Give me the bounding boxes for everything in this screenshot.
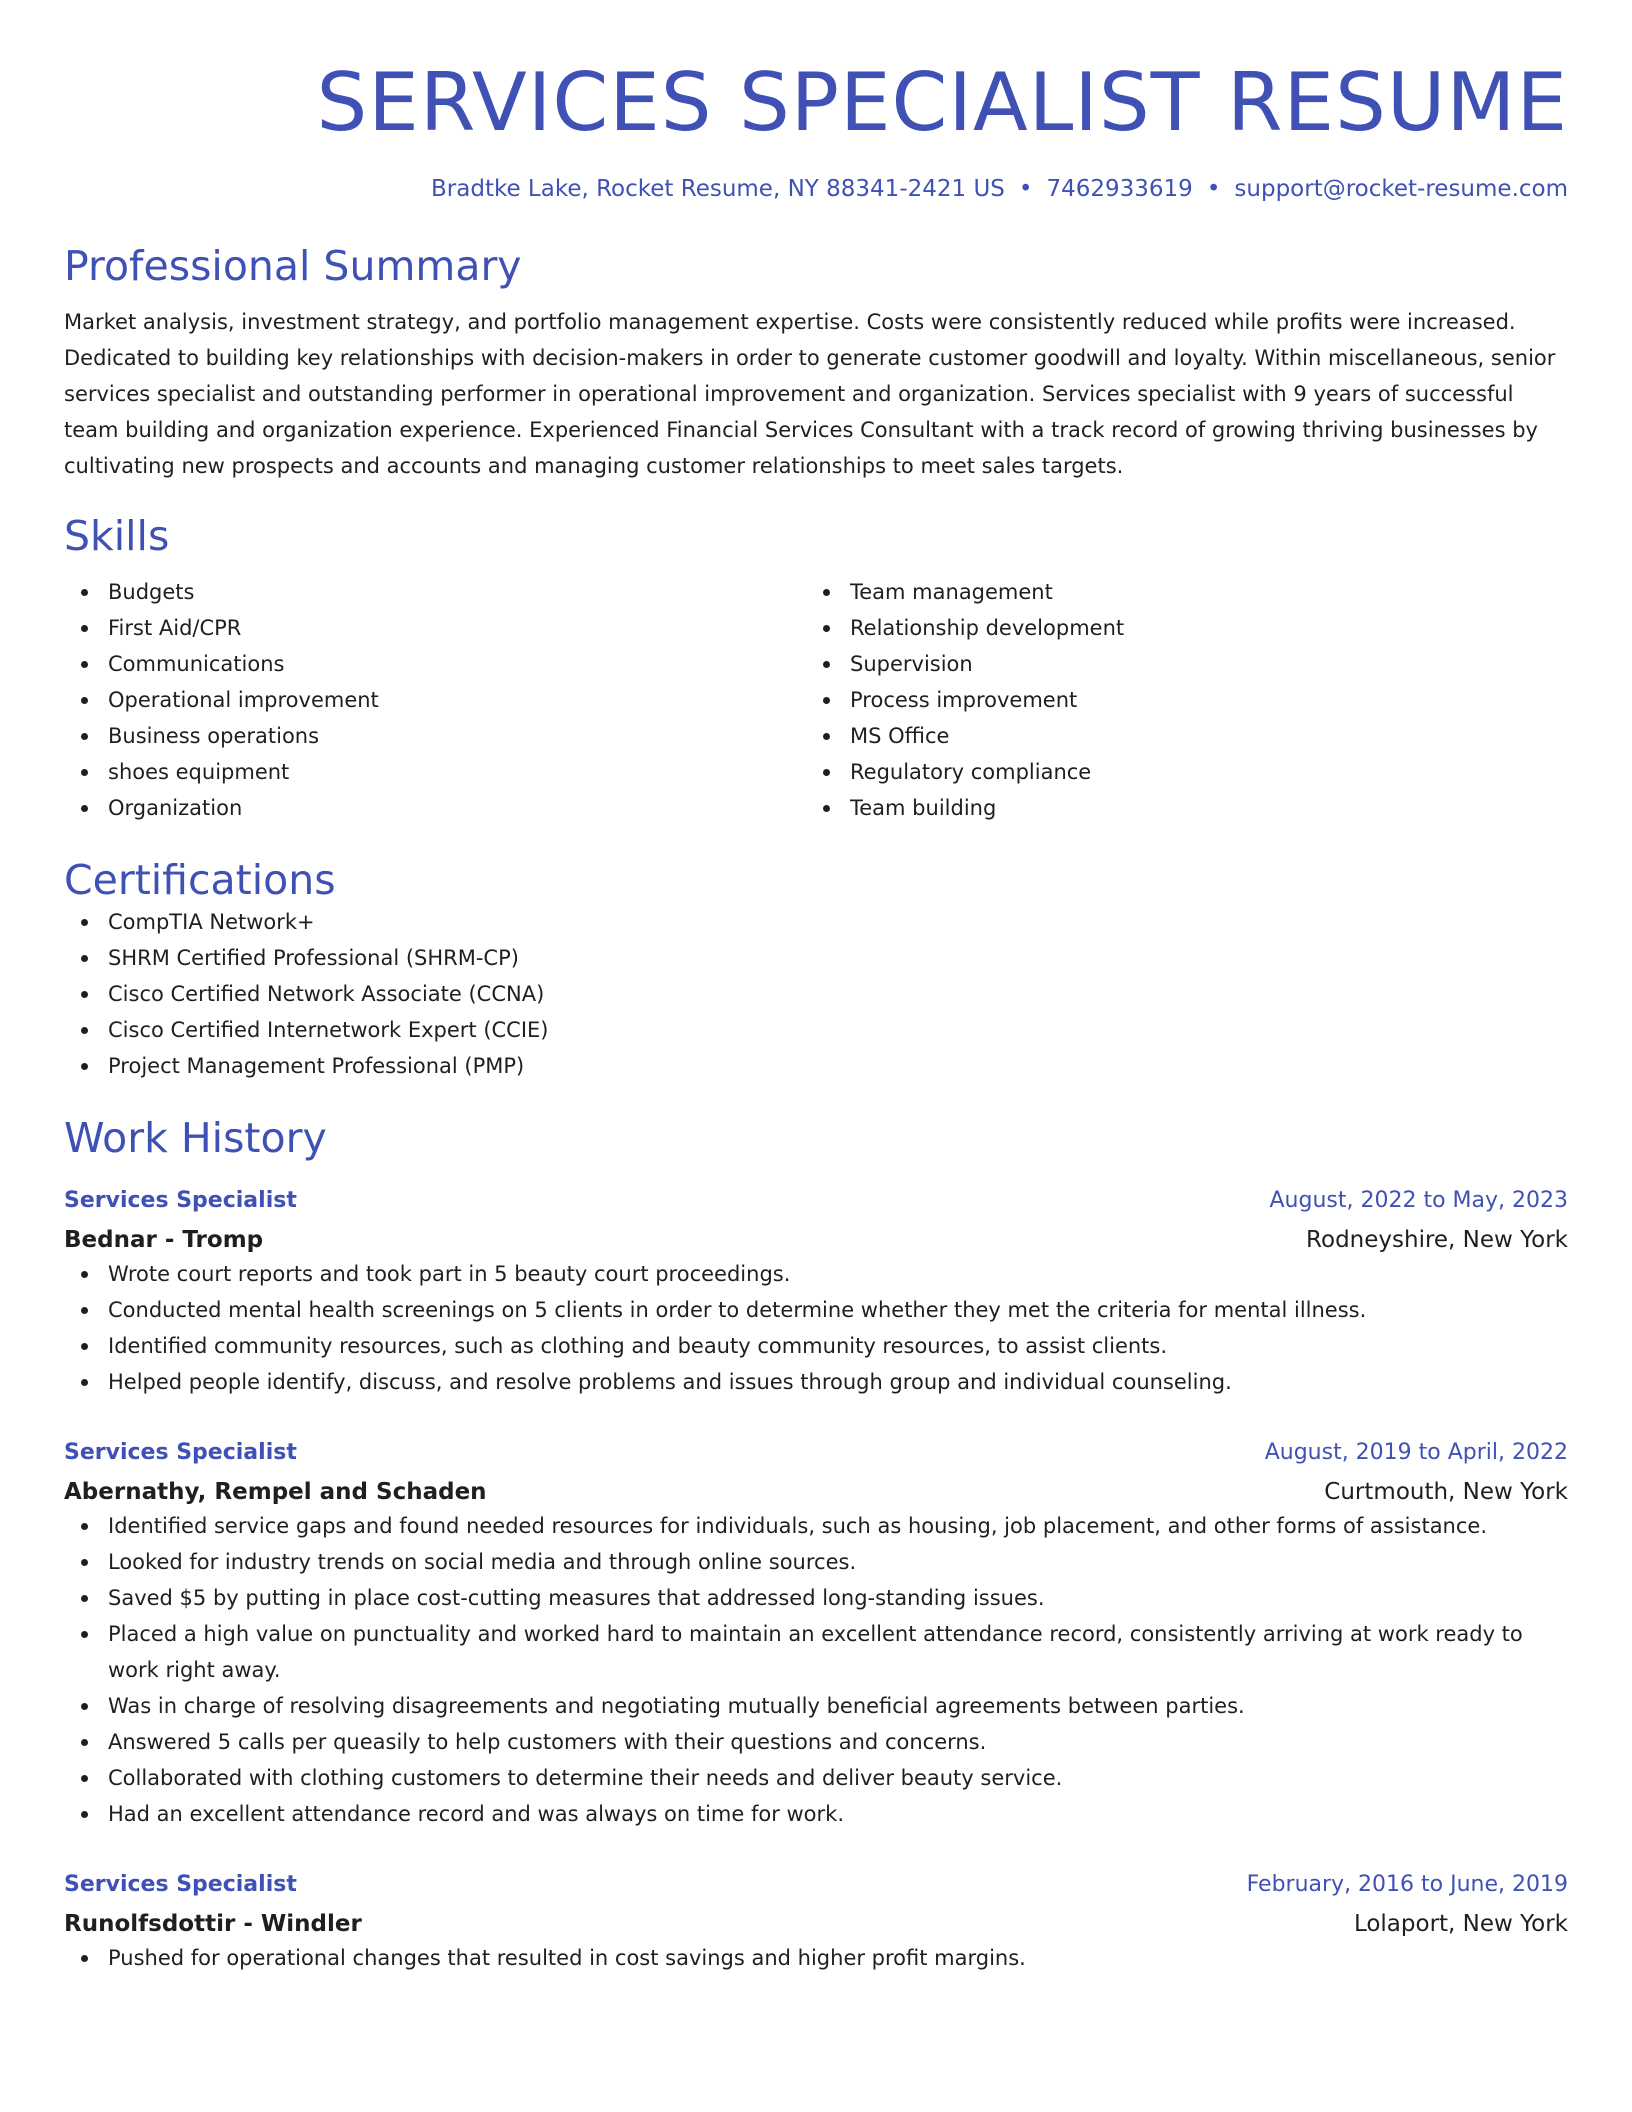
contact-line bbox=[64, 174, 1568, 204]
job-duty: Was in charge of resolving disagreements and negotiating mutually beneficial agreements between parties. bbox=[108, 1688, 1568, 1724]
job-location: Lolaport, New York bbox=[1353, 1911, 1568, 1937]
skill-item: First Aid/CPR bbox=[108, 610, 806, 646]
skill-item: Regulatory compliance bbox=[850, 754, 1548, 790]
skill-item: Team building bbox=[850, 790, 1548, 826]
job-title: Services Specialist bbox=[64, 1872, 297, 1897]
certification-item: SHRM Certified Professional (SHRM-CP) bbox=[108, 940, 1568, 976]
skill-item: MS Office bbox=[850, 718, 1548, 754]
contact-separator: • bbox=[1206, 176, 1221, 202]
skill-item: Organization bbox=[108, 790, 806, 826]
job-entry bbox=[64, 1870, 1568, 1976]
job-entry bbox=[64, 1186, 1568, 1400]
skill-item: Relationship development bbox=[850, 610, 1548, 646]
job-entry bbox=[64, 1438, 1568, 1832]
certifications-heading: Certifications bbox=[64, 856, 336, 904]
contact-separator: • bbox=[1018, 176, 1033, 202]
job-dates: August, 2019 to April, 2022 bbox=[1264, 1440, 1568, 1465]
certification-item: Project Management Professional (PMP) bbox=[108, 1048, 1568, 1084]
skills-column-right bbox=[806, 574, 1548, 826]
job-duty: Placed a high value on punctuality and worked hard to maintain an excellent attendance record, consistently arriving at work ready to work right away. bbox=[108, 1616, 1568, 1688]
contact-phone: 7462933619 bbox=[1046, 176, 1193, 202]
skill-item: shoes equipment bbox=[108, 754, 806, 790]
job-duty: Identified service gaps and found needed resources for individuals, such as housing, job placement, and other forms of assistance. bbox=[108, 1508, 1568, 1544]
job-dates: August, 2022 to May, 2023 bbox=[1269, 1188, 1568, 1213]
job-company: Runolfsdottir - Windler bbox=[64, 1911, 362, 1937]
job-company: Bednar - Tromp bbox=[64, 1227, 264, 1253]
skill-item: Budgets bbox=[108, 574, 806, 610]
skill-item: Supervision bbox=[850, 646, 1548, 682]
skills-heading: Skills bbox=[64, 512, 170, 560]
job-duties bbox=[64, 1256, 1568, 1400]
job-duty: Conducted mental health screenings on 5 clients in order to determine whether they met the criteria for mental illness. bbox=[108, 1292, 1568, 1328]
summary-heading: Professional Summary bbox=[64, 242, 522, 290]
certification-item: CompTIA Network+ bbox=[108, 904, 1568, 940]
job-company: Abernathy, Rempel and Schaden bbox=[64, 1479, 487, 1505]
job-location: Rodneyshire, New York bbox=[1306, 1227, 1568, 1253]
work-history-heading: Work History bbox=[64, 1114, 327, 1162]
job-duty: Looked for industry trends on social media and through online sources. bbox=[108, 1544, 1568, 1580]
job-duty: Wrote court reports and took part in 5 beauty court proceedings. bbox=[108, 1256, 1568, 1292]
job-title: Services Specialist bbox=[64, 1440, 297, 1465]
resume-title: SERVICES SPECIALIST RESUME bbox=[316, 56, 1568, 149]
job-duties bbox=[64, 1508, 1568, 1832]
job-duties bbox=[64, 1940, 1568, 1976]
skill-item: Operational improvement bbox=[108, 682, 806, 718]
job-duty: Collaborated with clothing customers to determine their needs and deliver beauty service. bbox=[108, 1760, 1568, 1796]
job-duty: Answered 5 calls per queasily to help customers with their questions and concerns. bbox=[108, 1724, 1568, 1760]
job-duty: Helped people identify, discuss, and resolve problems and issues through group and individual counseling. bbox=[108, 1364, 1568, 1400]
summary-text: Market analysis, investment strategy, and portfolio management expertise. Costs were consistently reduced while profits were increased. Dedicated to building key relationships with decision-makers in order to generate customer goodwill and loyalty. Within miscellaneous, senior services specialist and outstanding performer in operational improvement and organization. Services specialist with 9 years of successful team building and organization experience. Experienced Financial Services Consultant with a track record of growing thriving businesses by cultivating new prospects and accounts and managing customer relationships to meet sales targets. bbox=[64, 310, 1556, 478]
skill-item: Communications bbox=[108, 646, 806, 682]
job-duty: Saved $5 by putting in place cost-cutting measures that addressed long-standing issues. bbox=[108, 1580, 1568, 1616]
skill-item: Team management bbox=[850, 574, 1548, 610]
certification-item: Cisco Certified Internetwork Expert (CCIE) bbox=[108, 1012, 1568, 1048]
skills-list bbox=[64, 574, 1568, 826]
skill-item: Process improvement bbox=[850, 682, 1548, 718]
certifications-list bbox=[64, 904, 1568, 1084]
job-title: Services Specialist bbox=[64, 1188, 297, 1213]
job-duty: Pushed for operational changes that resulted in cost savings and higher profit margins. bbox=[108, 1940, 1568, 1976]
job-location: Curtmouth, New York bbox=[1324, 1479, 1568, 1505]
contact-address: Bradtke Lake, Rocket Resume, NY 88341-2421 US bbox=[431, 176, 1005, 202]
certification-item: Cisco Certified Network Associate (CCNA) bbox=[108, 976, 1568, 1012]
skill-item: Business operations bbox=[108, 718, 806, 754]
job-duty: Had an excellent attendance record and was always on time for work. bbox=[108, 1796, 1568, 1832]
job-dates: February, 2016 to June, 2019 bbox=[1246, 1872, 1568, 1897]
contact-email[interactable]: support@rocket-resume.com bbox=[1234, 176, 1568, 202]
skills-column-left bbox=[64, 574, 806, 826]
job-duty: Identified community resources, such as clothing and beauty community resources, to assist clients. bbox=[108, 1328, 1568, 1364]
